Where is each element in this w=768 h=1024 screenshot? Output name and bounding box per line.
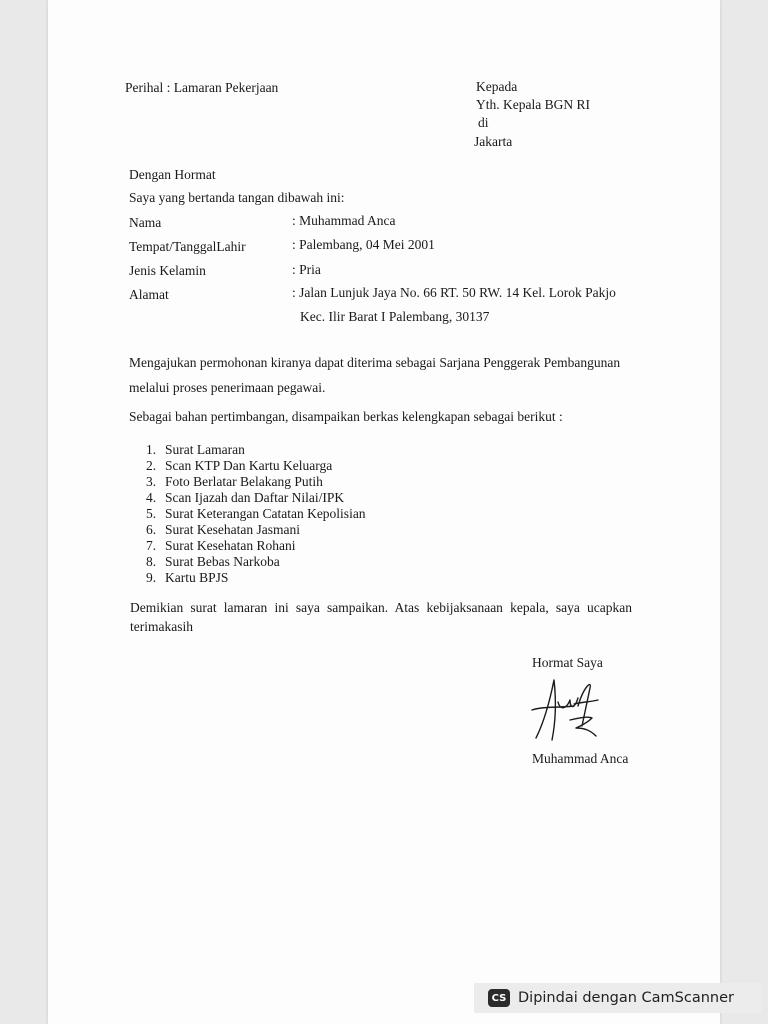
subject-line: Perihal : Lamaran Pekerjaan bbox=[125, 80, 279, 95]
list-item-number: 5. bbox=[146, 506, 157, 521]
list-item-text: Surat Bebas Narkoba bbox=[165, 554, 280, 569]
list-item-number: 2. bbox=[146, 458, 157, 473]
list-item bbox=[146, 522, 366, 538]
attachments-intro: Sebagai bahan pertimbangan, disampaikan berkas kelengkapan sebagai berikut : bbox=[129, 409, 563, 424]
sign-off: Hormat Saya bbox=[532, 655, 603, 670]
list-item bbox=[146, 458, 366, 474]
field-label-name: Nama bbox=[129, 215, 162, 230]
closing-line-1: Demikian surat lamaran ini saya sampaikan. Atas kebijaksanaan kepala, saya ucapkan bbox=[130, 600, 632, 615]
body-line-1: Mengajukan permohonan kiranya dapat diterima sebagai Sarjana Penggerak Pembangunan bbox=[129, 355, 621, 370]
intro-line: Saya yang bertanda tangan dibawah ini: bbox=[129, 190, 345, 205]
list-item-number: 1. bbox=[146, 442, 157, 457]
salutation: Dengan Hormat bbox=[129, 167, 216, 182]
list-item-text: Scan Ijazah dan Daftar Nilai/IPK bbox=[165, 490, 345, 505]
recipient-line-4: Jakarta bbox=[474, 134, 513, 149]
list-item bbox=[146, 554, 366, 570]
field-label-gender: Jenis Kelamin bbox=[129, 263, 206, 278]
list-item-number: 9. bbox=[146, 570, 157, 585]
field-value-address: : Jalan Lunjuk Jaya No. 66 RT. 50 RW. 14 Kel. Lorok Pakjo bbox=[292, 285, 616, 300]
list-item-number: 8. bbox=[146, 554, 157, 569]
camscanner-logo-icon: CS bbox=[488, 989, 510, 1007]
camscanner-watermark bbox=[474, 983, 762, 1013]
recipient-line-1: Kepada bbox=[476, 79, 518, 94]
list-item bbox=[146, 570, 366, 586]
body-line-2: melalui proses penerimaan pegawai. bbox=[129, 380, 326, 395]
list-item-text: Scan KTP Dan Kartu Keluarga bbox=[165, 458, 333, 473]
field-value-address-line2: Kec. Ilir Barat I Palembang, 30137 bbox=[300, 309, 490, 324]
field-value-birth: : Palembang, 04 Mei 2001 bbox=[292, 237, 435, 252]
list-item-text: Surat Lamaran bbox=[165, 442, 245, 457]
closing-line-2: terimakasih bbox=[130, 619, 193, 634]
list-item-number: 6. bbox=[146, 522, 157, 537]
signature-image bbox=[530, 676, 602, 746]
list-item-number: 4. bbox=[146, 490, 157, 505]
watermark-text: Dipindai dengan CamScanner bbox=[518, 990, 735, 1006]
list-item bbox=[146, 474, 366, 490]
list-item bbox=[146, 538, 366, 554]
list-item-text: Surat Kesehatan Jasmani bbox=[165, 522, 300, 537]
signer-name: Muhammad Anca bbox=[532, 751, 629, 766]
list-item bbox=[146, 490, 366, 506]
field-label-address: Alamat bbox=[129, 287, 169, 302]
list-item bbox=[146, 442, 366, 458]
list-item bbox=[146, 506, 366, 522]
list-item-text: Foto Berlatar Belakang Putih bbox=[165, 474, 323, 489]
list-item-number: 7. bbox=[146, 538, 157, 553]
list-item-number: 3. bbox=[146, 474, 157, 489]
recipient-line-3: di bbox=[478, 115, 489, 130]
field-value-gender: : Pria bbox=[292, 262, 321, 277]
list-item-text: Surat Keterangan Catatan Kepolisian bbox=[165, 506, 366, 521]
list-item-text: Kartu BPJS bbox=[165, 570, 229, 585]
field-value-name: : Muhammad Anca bbox=[292, 213, 396, 228]
field-label-birth: Tempat/TanggalLahir bbox=[129, 239, 246, 254]
attachments-list bbox=[146, 442, 366, 586]
list-item-text: Surat Kesehatan Rohani bbox=[165, 538, 296, 553]
recipient-line-2: Yth. Kepala BGN RI bbox=[476, 97, 590, 112]
